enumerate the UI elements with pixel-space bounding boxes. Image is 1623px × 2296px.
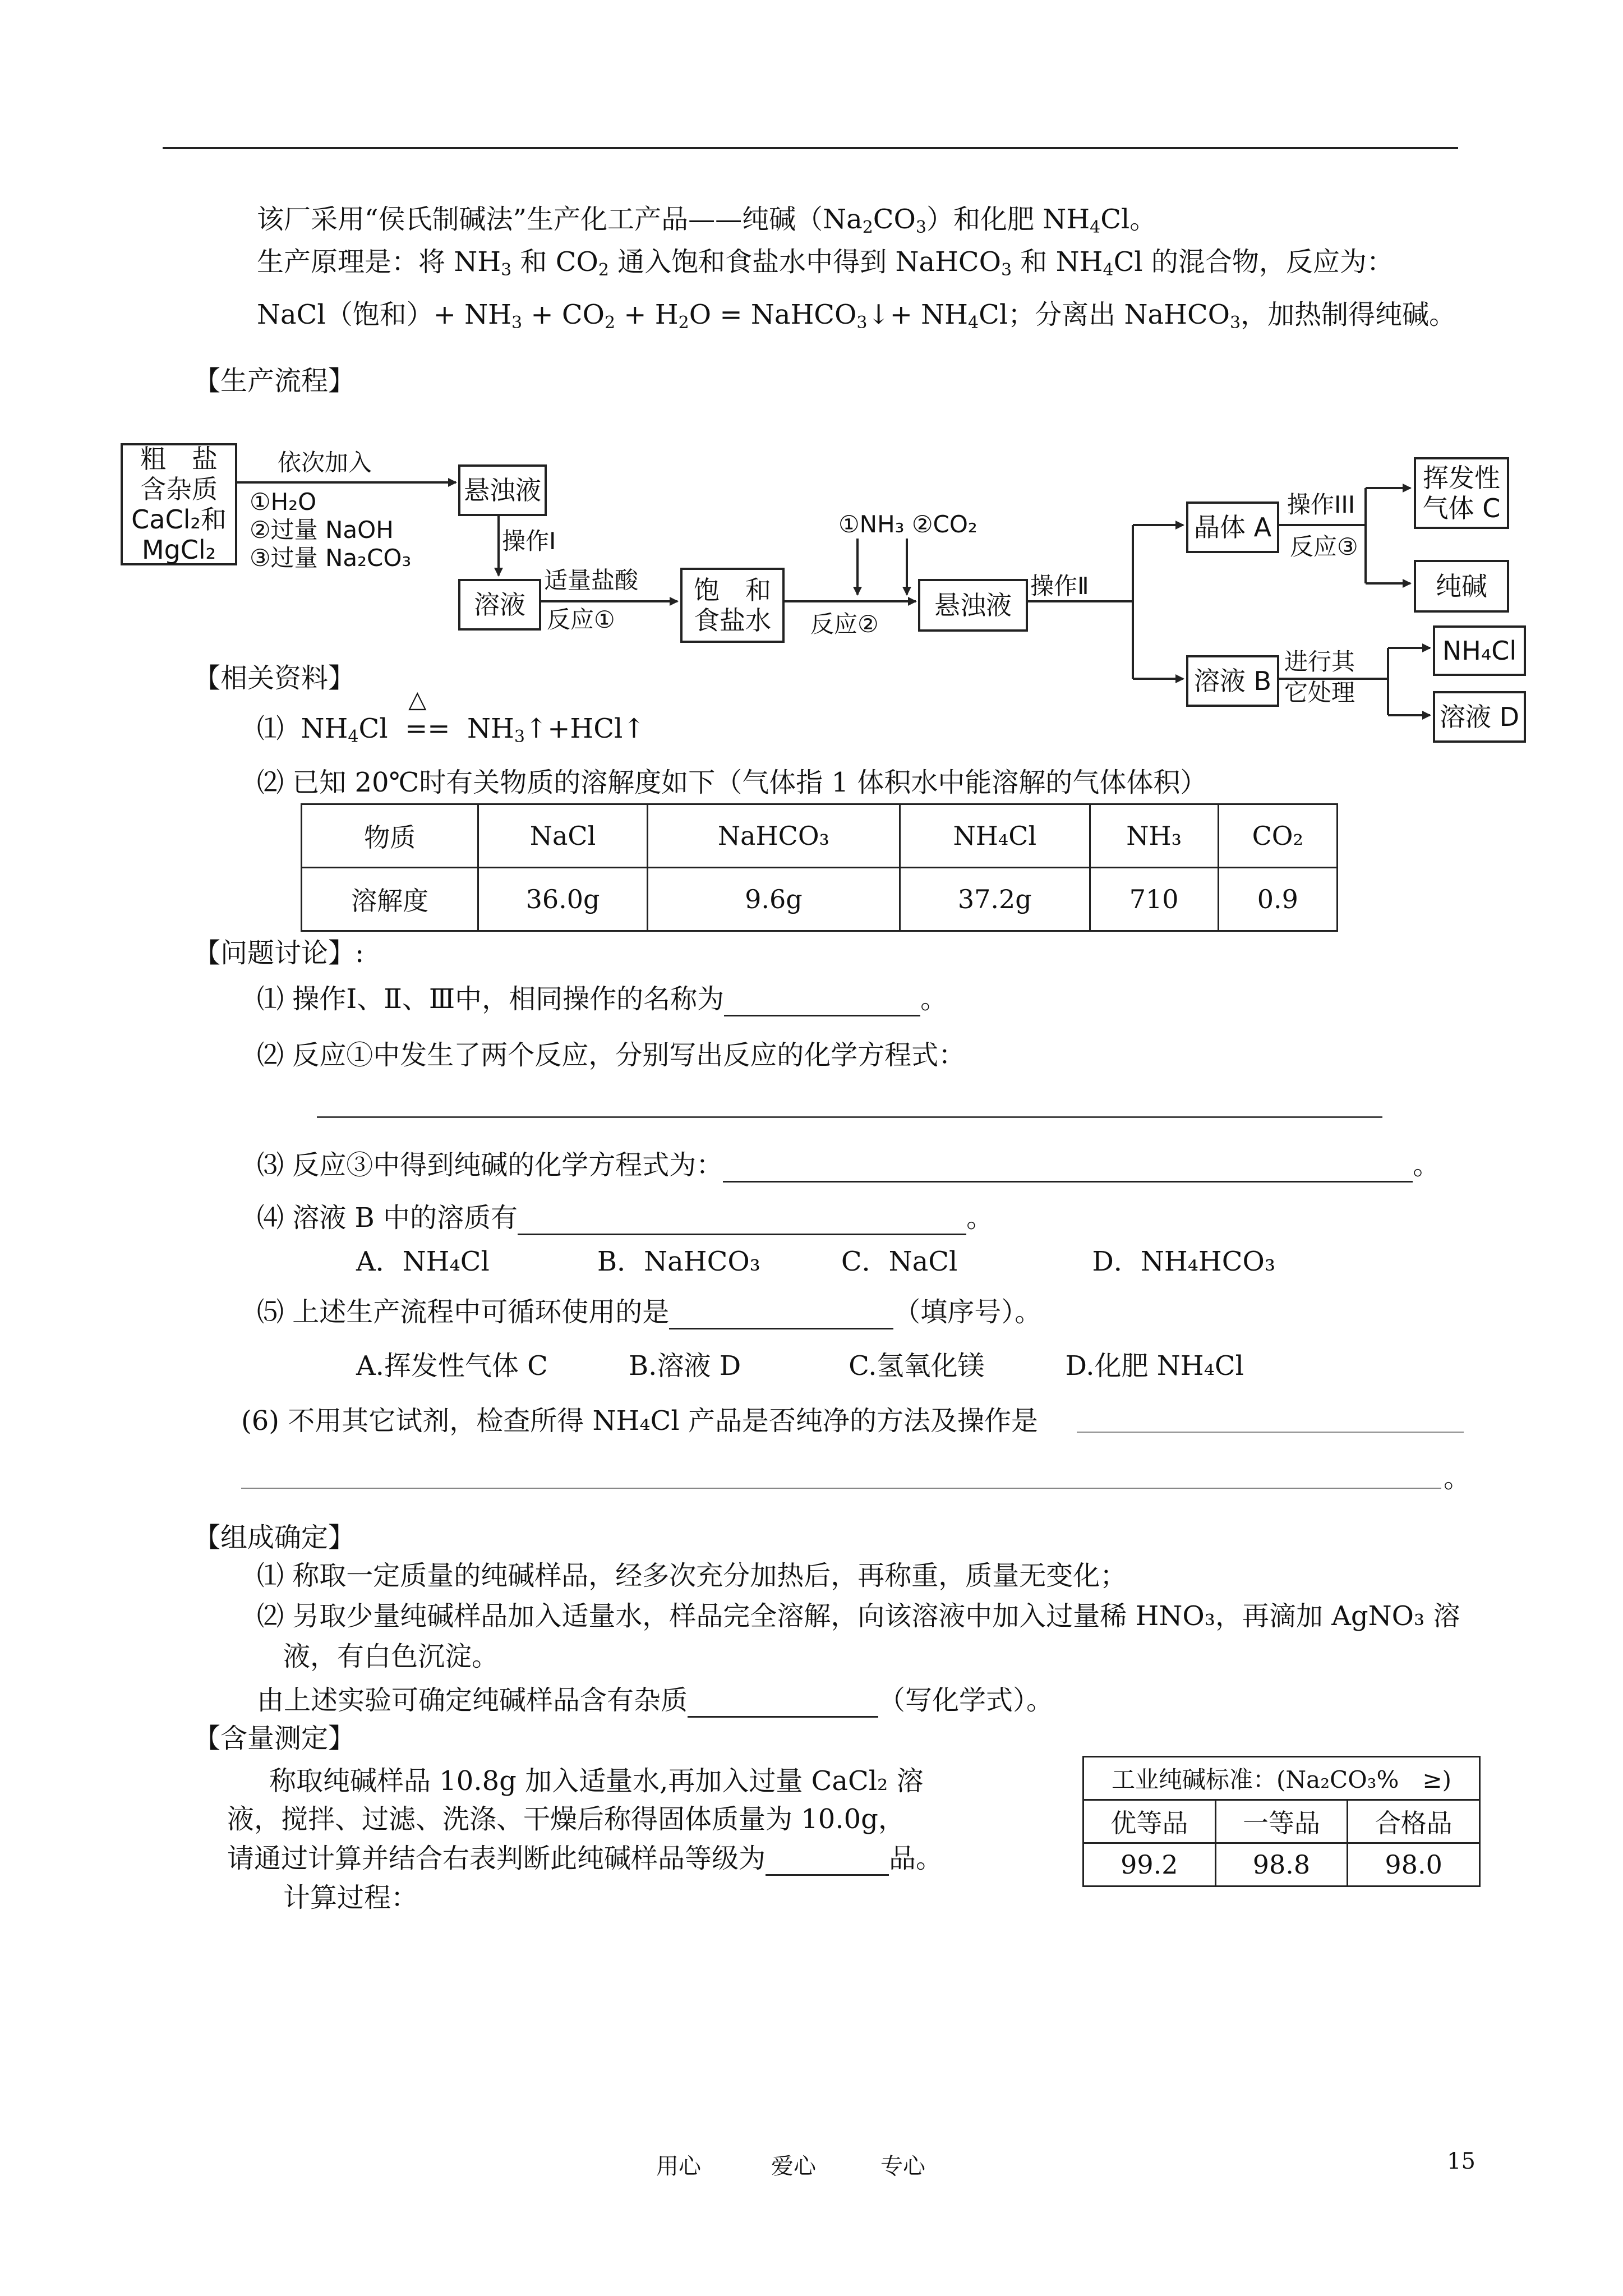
table-row <box>1083 1757 1480 1800</box>
operation-2-label: 操作Ⅱ <box>1030 572 1089 600</box>
operation-3-label: 操作III <box>1287 491 1355 518</box>
answer-blank[interactable] <box>688 1691 878 1718</box>
question-6: (6) 不用其它试剂，检查所得 NH₄Cl 产品是否纯净的方法及操作是 <box>241 1405 1038 1437</box>
add-step-1: ①H₂O <box>250 488 317 516</box>
table-header: CO₂ <box>1218 804 1337 868</box>
table-cell: 99.2 <box>1083 1843 1216 1887</box>
solution-box: 溶液 <box>458 579 541 631</box>
nh4cl-box: NH₄Cl <box>1433 625 1526 676</box>
table-cell: 9.6g <box>647 868 900 931</box>
reaction-1-label: 反应① <box>547 606 615 633</box>
table-header: NH₄Cl <box>900 804 1090 868</box>
table-header: NaHCO₃ <box>647 804 900 868</box>
answer-line[interactable] <box>317 1116 1382 1118</box>
crystal-a-box: 晶体 A <box>1186 501 1279 553</box>
solubility-table <box>301 803 1338 932</box>
question-6-end: 。 <box>1444 1462 1471 1494</box>
question-5-options: A.挥发性气体 C B.溶液 D C.氢氧化镁 D.化肥 NH₄Cl <box>356 1350 1244 1382</box>
solution-d-box: 溶液 D <box>1433 691 1526 743</box>
other-processing-2: 它处理 <box>1284 679 1355 706</box>
section-content: 【含量测定】 <box>193 1723 356 1754</box>
volatile-gas-c-box: 挥发性 气体 C <box>1414 457 1509 529</box>
ref-2: ⑵ 已知 20℃时有关物质的溶解度如下（气体指 1 体积水中能溶解的气体体积） <box>257 767 1207 798</box>
suspension-box-1: 悬浊液 <box>458 464 547 516</box>
intro-line-2: 生产原理是：将 $NH_3$ 和 $CO_2$ 通入饱和食盐水中得到 NaHCO$_3$ 和 $NH_4Cl$ 的混合物，反应为： <box>257 246 1394 280</box>
table-row <box>1083 1843 1480 1887</box>
ref-1: ⑴ $NH_4Cl$ △ == $NH_3↑+HCl↑$ <box>257 711 645 746</box>
table-header: 优等品 <box>1083 1800 1216 1843</box>
soda-standard-table <box>1082 1756 1481 1887</box>
question-4: ⑷ 溶液 B 中的溶质有 。 <box>257 1200 993 1235</box>
content-4: 计算过程： <box>283 1882 418 1913</box>
crude-salt-box: 粗 盐 含杂质 CaCl₂和 MgCl₂ <box>121 443 237 565</box>
reaction-2-label: 反应② <box>810 610 879 638</box>
table-header: 一等品 <box>1215 1800 1348 1843</box>
table-header: 物质 <box>302 804 478 868</box>
intro-line-1: 该厂采用“侯氏制碱法”生产化工产品——纯碱$(Na_2CO_3)$和化肥 $NH_4Cl$。 <box>257 204 1157 237</box>
table-header: NH₃ <box>1090 804 1218 868</box>
composition-2b: 液，有白色沉淀。 <box>283 1641 499 1672</box>
acid-label: 适量盐酸 <box>544 567 639 594</box>
table-header: 合格品 <box>1348 1800 1480 1843</box>
gases-label: ①NH₃ ②CO₂ <box>838 510 978 538</box>
operation-1-label: 操作Ⅰ <box>502 527 556 555</box>
reaction-3-label: 反应③ <box>1290 533 1358 560</box>
table-header: NaCl <box>478 804 648 868</box>
solution-b-box: 溶液 B <box>1186 655 1279 707</box>
content-1: 称取纯碱样品 10.8g 加入适量水,再加入过量 CaCl₂ 溶 <box>269 1765 924 1797</box>
table-row <box>302 868 1338 931</box>
section-discussion: 【问题讨论】: <box>193 937 365 969</box>
brine-box: 饱 和 食盐水 <box>680 568 785 643</box>
answer-blank[interactable] <box>766 1849 889 1876</box>
table-cell: 37.2g <box>900 868 1090 931</box>
composition-3: 由上述实验可确定纯碱样品含有杂质 （写化学式）。 <box>257 1683 1053 1718</box>
answer-blank[interactable] <box>669 1303 893 1329</box>
content-2: 液，搅拌、过滤、洗涤、干燥后称得固体质量为 10.0g， <box>227 1803 905 1835</box>
heat-triangle-icon: △ <box>408 685 427 713</box>
header-rule <box>163 147 1458 149</box>
table-cell: 36.0g <box>478 868 648 931</box>
footer-text-1: 用心 <box>656 2154 701 2179</box>
suspension-box-2: 悬浊液 <box>918 579 1028 632</box>
answer-blank[interactable] <box>724 990 920 1016</box>
table-cell: 710 <box>1090 868 1218 931</box>
other-processing-1: 进行其 <box>1284 648 1355 675</box>
footer-text-2: 爱心 <box>771 2154 816 2179</box>
answer-blank[interactable] <box>723 1156 1413 1182</box>
table-row <box>1083 1800 1480 1843</box>
add-sequence-label: 依次加入 <box>278 449 372 476</box>
answer-line[interactable] <box>241 1488 1441 1489</box>
row-label: 溶解度 <box>302 868 478 931</box>
question-5: ⑸ 上述生产流程中可循环使用的是 （填序号）。 <box>257 1295 1041 1329</box>
table-title: 工业纯碱标准：(Na₂CO₃% ≥) <box>1083 1757 1480 1800</box>
composition-1: ⑴ 称取一定质量的纯碱样品，经多次充分加热后，再称重，质量无变化； <box>257 1560 1127 1591</box>
table-cell: 98.8 <box>1215 1843 1348 1887</box>
question-4-options: A．NH₄Cl B．NaHCO₃ C．NaCl D．NH₄HCO₃ <box>356 1246 1276 1277</box>
composition-2a: ⑵ 另取少量纯碱样品加入适量水，样品完全溶解，向该溶液中加入过量稀 HNO₃，再滴加 AgNO₃ 溶 <box>257 1600 1460 1632</box>
question-3: ⑶ 反应③中得到纯碱的化学方程式为： 。 <box>257 1148 1440 1182</box>
table-cell: 0.9 <box>1218 868 1337 931</box>
answer-line[interactable] <box>1077 1432 1464 1433</box>
table-cell: 98.0 <box>1348 1843 1480 1887</box>
page-number: 15 <box>1447 2148 1476 2174</box>
section-refs: 【相关资料】 <box>193 662 356 694</box>
answer-blank[interactable] <box>518 1209 966 1235</box>
question-1: ⑴ 操作Ⅰ、Ⅱ、Ⅲ中，相同操作的名称为 。 <box>257 982 947 1016</box>
add-step-2: ②过量 NaOH <box>250 516 394 544</box>
section-process: 【生产流程】 <box>193 365 356 397</box>
soda-box: 纯碱 <box>1414 560 1509 613</box>
section-composition: 【组成确定】 <box>193 1522 356 1553</box>
content-3: 请通过计算并结合右表判断此纯碱样品等级为 品。 <box>227 1841 943 1876</box>
question-2: ⑵ 反应①中发生了两个反应，分别写出反应的化学方程式： <box>257 1039 966 1071</box>
intro-line-3: NaCl（饱和）+ $NH_3 + CO_2 + H_2O$ = NaHCO$_3$↓+ $NH_4Cl$；分离出 NaHCO$_3$，加热制得纯碱。 <box>257 299 1456 333</box>
add-step-3: ③过量 Na₂CO₃ <box>250 544 412 572</box>
footer-text-3: 专心 <box>880 2154 925 2179</box>
table-row <box>302 804 1338 868</box>
